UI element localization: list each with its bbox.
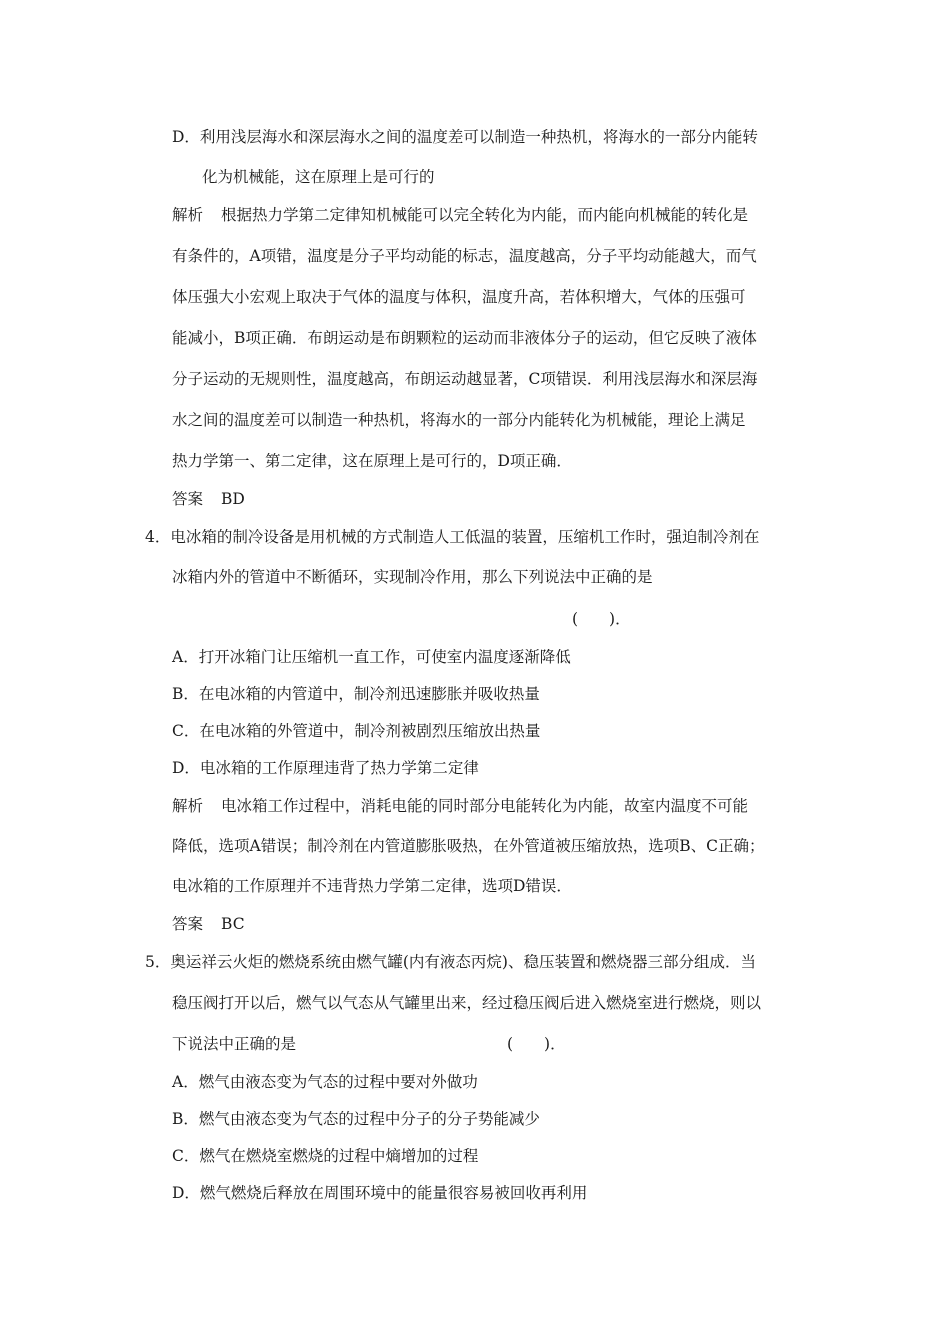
q5-answer-bracket: ( )． (507, 1035, 566, 1053)
q5-option-d: D．燃气燃烧后释放在周围环境中的能量很容易被回收再利用 (172, 1184, 588, 1202)
q4-option-d: D．电冰箱的工作原理违背了热力学第二定律 (172, 759, 479, 777)
q4-analysis-line1 (172, 796, 748, 816)
q4-analysis-text: 电冰箱工作过程中，消耗电能的同时部分电能转化为内能，故室内温度不可能 (221, 797, 749, 815)
q3-analysis-label: 解析 (172, 206, 204, 224)
q5-option-b: B．燃气由液态变为气态的过程中分子的分子势能减少 (172, 1110, 540, 1128)
q4-option-c: C．在电冰箱的外管道中，制冷剂被剧烈压缩放出热量 (172, 722, 541, 740)
q4-option-a: A．打开冰箱门让压缩机一直工作，可使室内温度逐渐降低 (172, 648, 571, 666)
q3-analysis-line4: 能减小，B项正确．布朗运动是布朗颗粒的运动而非液体分子的运动，但它反映了液体 (172, 329, 757, 347)
q3-analysis-line5: 分子运动的无规则性，温度越高，布朗运动越显著，C项错误．利用浅层海水和深层海 (172, 370, 758, 388)
q4-answer-label: 答案 (172, 915, 204, 933)
q5-stem-line1: 5．奥运祥云火炬的燃烧系统由燃气罐(内有液态丙烷)、稳压装置和燃烧器三部分组成．当 (145, 953, 756, 971)
q3-analysis-line1 (172, 205, 748, 225)
q4-answer-value: BC (221, 915, 245, 933)
q4-analysis-line3: 电冰箱的工作原理并不违背热力学第二定律，选项D错误． (172, 877, 572, 895)
q3-option-d-line1: D．利用浅层海水和深层海水之间的温度差可以制造一种热机，将海水的一部分内能转 (172, 128, 758, 146)
q5-stem-line3: 下说法中正确的是 (172, 1035, 297, 1053)
q4-analysis-label: 解析 (172, 797, 204, 815)
q5-option-a: A．燃气由液态变为气态的过程中要对外做功 (172, 1073, 478, 1091)
q3-analysis-line7: 热力学第一、第二定律，这在原理上是可行的，D项正确． (172, 452, 572, 470)
q5-option-c: C．燃气在燃烧室燃烧的过程中熵增加的过程 (172, 1147, 479, 1165)
q3-analysis-text: 根据热力学第二定律知机械能可以完全转化为内能，而内能向机械能的转化是 (221, 206, 749, 224)
q4-answer-bracket: ( )． (572, 610, 631, 628)
q4-option-b: B．在电冰箱的内管道中，制冷剂迅速膨胀并吸收热量 (172, 685, 540, 703)
q4-stem-line1: 4．电冰箱的制冷设备是用机械的方式制造人工低温的装置，压缩机工作时，强迫制冷剂在 (145, 528, 760, 546)
q3-answer-label: 答案 (172, 490, 204, 508)
q3-answer (172, 489, 245, 509)
q3-analysis-line3: 体压强大小宏观上取决于气体的温度与体积，温度升高，若体积增大，气体的压强可 (172, 288, 746, 306)
q4-analysis-line2: 降低，选项A错误；制冷剂在内管道膨胀吸热，在外管道被压缩放热，选项B、C正确； (172, 837, 765, 855)
q3-analysis-line2: 有条件的，A项错，温度是分子平均动能的标志，温度越高，分子平均动能越大，而气 (172, 247, 757, 265)
q4-answer (172, 914, 245, 934)
q5-stem-line2: 稳压阀打开以后，燃气以气态从气罐里出来，经过稳压阀后进入燃烧室进行燃烧，则以 (172, 994, 762, 1012)
q3-analysis-line6: 水之间的温度差可以制造一种热机，将海水的一部分内能转化为机械能，理论上满足 (172, 411, 746, 429)
q3-option-d-line2: 化为机械能，这在原理上是可行的 (202, 168, 435, 186)
q3-answer-value: BD (221, 490, 245, 508)
q4-stem-line2: 冰箱内外的管道中不断循环，实现制冷作用，那么下列说法中正确的是 (172, 568, 653, 586)
